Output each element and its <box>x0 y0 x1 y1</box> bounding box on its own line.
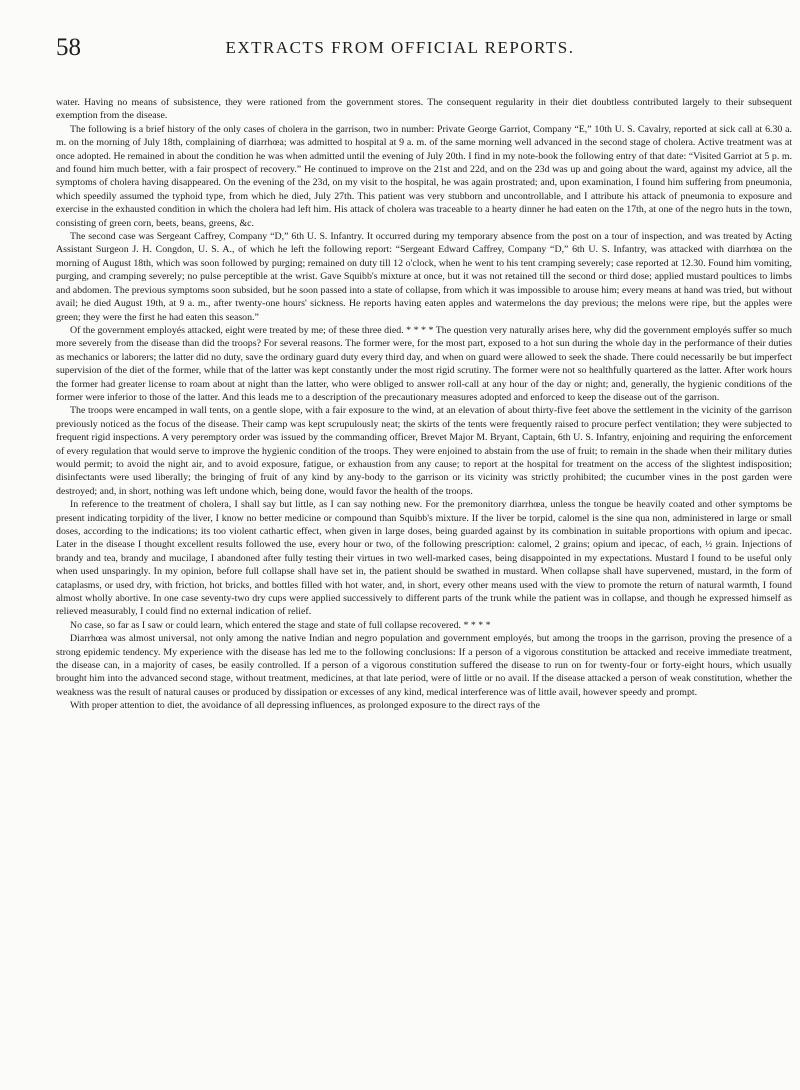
paragraph-caffrey-case: The second case was Sergeant Caffrey, Company “D,” 6th U. S. Infantry. It occurred during my temporary absence from the post on a tour of inspection, and was treated by Acting Assistant Surgeon J. H. Congdon, U. S. A., of which he left the following report: “Sergeant Edward Caffrey, Company “D,” 6th U. S. Infantry, was attacked with diarrhœa on the morning of August 18th, which was soon followed by purging; remained on duty till 12 o'clock, when he went to his tent cramping severely; case reported at 12.30. Found him vomiting, purging, and cramping severely; no pulse perceptible at the wrist. Gave Squibb's mixture at once, but it was not retained till the second or third dose; applied mustard poultices to limbs and abdomen. The previous symptoms soon subsided, but he soon passed into a state of collapse, from which it was impossible to arouse him; every means at hand was tried, but without avail; he died August 19th, at 9 a. m., after twenty-one hours' sickness. He reports having eaten apples and watermelons the day previous; the melons were ripe, but the apples were green; they were the first he had eaten this season.” <box>56 231 792 323</box>
paragraph-treatment: In reference to the treatment of cholera, I shall say but little, as I can say nothing new. For the premonitory diarrhœa, unless the tongue be heavily coated and other symptoms be present indicating torpidity of the liver, I know no better medicine or compound than Squibb's mixture. If the liver be torpid, calomel is the sine qua non, administered in large or small doses, according to the indications; its too violent cathartic effect, when given in large doses, being guarded against by its combination in suitable proportions with opium and ipecac. Later in the disease I thought excellent results followed the use, every hour or two, of the following prescription: calomel, 2 grains; opium and ipecac, of each, ½ grain. Injections of brandy and tea, brandy and mucilage, I abandoned after fully testing their virtues in two well-marked cases, being disappointed in my expectations. Mustard I found to be useful only when used unsparingly. In my opinion, before full collapse shall have set in, the patient should be swathed in mustard. When collapse shall have supervened, mustard, in the form of cataplasms, or used dry, with friction, hot bricks, and bottles filled with hot water, and, in short, every other means used with the view to promote the return of natural warmth, I found almost wholly abortive. In one case seventy-two dry cups were applied successively to different parts of the trunk while the patient was in collapse, and though he expressed himself as relieved measurably, I could find no external indication of relief. <box>56 499 792 618</box>
paragraph-employes: Of the government employés attacked, eight were treated by me; of these three died. * * * * The question very naturally arises here, why did the government employés suffer so much more severely from the disease than did the troops? For several reasons. The former were, for the most part, exposed to a hot sun during the whole day in the performance of their duties as mechanics or laborers; the latter did no duty, save the ordinary guard duty every third day, and when on guard were allowed to seek the shade. There could necessarily be but imperfect supervision of the diet of the former, while that of the latter was kept constantly under the most rigid scrutiny. The former were not so healthfully quartered as the latter. After work hours the former had greater license to roam about at night than the latter, who were obliged to answer roll-call at any hour of the day or night; and, generally, the hygienic conditions of the former were inferior to those of the latter. And this leads me to a description of the precautionary measures adopted and enforced to keep the disease out of the garrison. <box>56 324 792 403</box>
running-title: EXTRACTS FROM OFFICIAL REPORTS. <box>225 38 575 57</box>
body-text <box>56 96 792 713</box>
paragraph-diarrhoea: Diarrhœa was almost universal, not only among the native Indian and negro population and government employés, but among the troops in the garrison, proving the presence of a strong epidemic tendency. My experience with the disease has led me to the following conclusions: If a person of a vigorous constitution be attacked and receive immediate treatment, the disease can, in a majority of cases, be easily controlled. If a person of a vigorous constitution suffered the disease to run on for twenty-four or forty-eight hours, which usually brought him into the advanced second stage, without treatment, medicines, at that late period, were of little or no avail. If the disease attacked a person of weak constitution, whether the weakness was the result of natural causes or produced by dissipation or excesses of any kind, medical interference was of little avail, however speedy and prompt. <box>56 633 792 698</box>
paragraph-garriot-case: The following is a brief history of the only cases of cholera in the garrison, two in number: Private George Garriot, Company “E,” 10th U. S. Cavalry, reported at sick call at 6.30 a. m. on the morning of July 18th, complaining of diarrhœa; was admitted to hospital at 9 a. m. of the same morning well advanced in the second stage of cholera. Active treatment was at once adopted. He remained in about the condition he was when admitted until the evening of July 20th. I find in my note-book the following entry of that date: “Visited Garriot at 5 p. m. and found him much better, with a fair prospect of recovery.” He continued to improve on the 21st and 22d, and on the 23d was up and going about the ward, against my advice, all the symptoms of cholera having disappeared. On the evening of the 23d, on my visit to the hospital, he was again prostrated; and, upon examination, I found him suffering from pneumonia, which speedily assumed the typhoid type, from which he died, July 27th. This patient was very stubborn and uncontrollable, and I attribute his attack of pneumonia to exposure and exercise in the exhausted condition in which the cholera had left him. His attack of cholera was traceable to a hearty dinner he had eaten on the 17th, at one of the negro huts in the town, consisting of green corn, beets, beans, greens, &c. <box>56 123 792 229</box>
page-header <box>0 34 800 64</box>
paragraph-diet: With proper attention to diet, the avoidance of all depressing influences, as prolonged exposure to the direct rays of the <box>70 700 540 712</box>
paragraph-continuation: water. Having no means of subsistence, they were rationed from the government stores. The consequent regularity in their diet doubtless contributed largely to their subsequent exemption from the disease. <box>56 97 792 122</box>
page-number: 58 <box>56 34 81 61</box>
paragraph-precautions: The troops were encamped in wall tents, on a gentle slope, with a fair exposure to the wind, at an elevation of about thirty-five feet above the settlement in the vicinity of the garrison previously noticed as the focus of the disease. Their camp was kept scrupulously neat; the skirts of the tents were frequently raised to procure perfect ventilation; they were subjected to frequent rigid inspections. A very peremptory order was issued by the commanding officer, Brevet Major M. Bryant, Captain, 6th U. S. Infantry, enjoining and requiring the enforcement of every regulation that would serve to improve the hygienic condition of the troops. They were enjoined to abstain from the use of fruit; to remain in the shade when their military duties would permit; to avoid the night air, and to avoid exposure, fatigue, or exhaustion from any cause; to report at the hospital for treatment on the access of the slightest indisposition; disinfectants were used liberally; the bringing of fruit of any kind by any-body to the garrison or its vicinity was strictly prohibited; the cucumber vines in the post garden were destroyed; and, in short, nothing was left undone which, being done, would favor the health of the troops. <box>56 405 792 497</box>
paragraph-collapse: No case, so far as I saw or could learn, which entered the stage and state of full collapse recovered. * * * * <box>70 619 491 631</box>
